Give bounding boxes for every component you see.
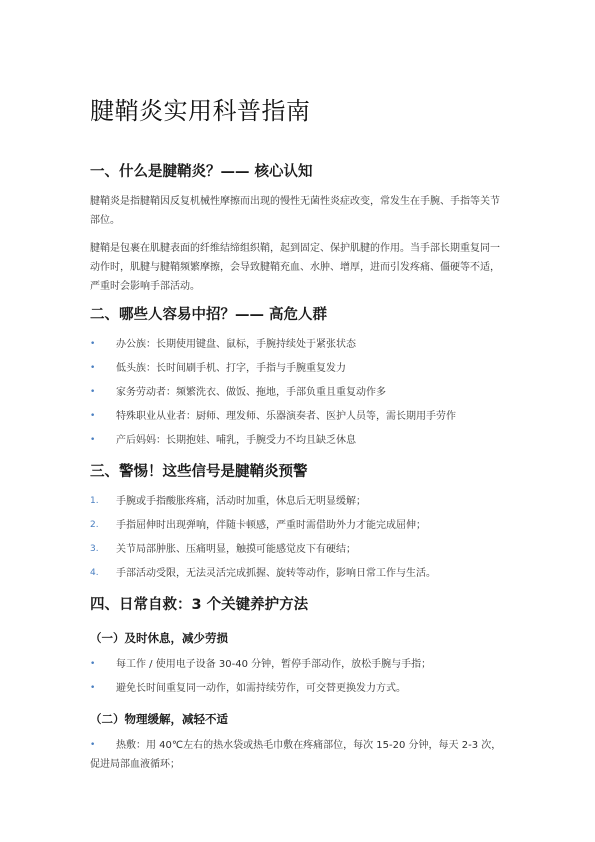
list-item: • 低头族：长时间刷手机、打字，手指与手腕重复发力 bbox=[90, 359, 507, 378]
list-number: 2. bbox=[90, 520, 99, 530]
subsection-heading: （一）及时休息，减少劳损 bbox=[90, 631, 228, 645]
bullet-list bbox=[90, 655, 507, 698]
subsection-heading: （二）物理缓解，减轻不适 bbox=[90, 712, 228, 726]
list-number: 1. bbox=[90, 496, 99, 506]
section-self-care bbox=[90, 595, 507, 774]
bullet-icon: • bbox=[90, 659, 96, 669]
list-item: • 产后妈妈：长期抱娃、哺乳，手腕受力不均且缺乏休息 bbox=[90, 431, 507, 450]
section-heading: 四、日常自救：3 个关键养护方法 bbox=[90, 597, 309, 613]
list-number: 4. bbox=[90, 568, 99, 578]
section-heading: 一、什么是腱鞘炎？—— 核心认知 bbox=[90, 164, 313, 180]
bullet-list bbox=[90, 736, 507, 774]
list-number: 3. bbox=[90, 544, 99, 554]
list-item: • 每工作 / 使用电子设备 30-40 分钟，暂停手部动作，放松手腕与手指； bbox=[90, 655, 507, 674]
section-what-is bbox=[90, 162, 507, 296]
list-item: • 避免长时间重复同一动作，如需持续劳作，可交替更换发力方式。 bbox=[90, 679, 507, 698]
bullet-icon: • bbox=[90, 387, 96, 397]
section-heading: 三、警惕！这些信号是腱鞘炎预警 bbox=[90, 464, 308, 480]
bullet-icon: • bbox=[90, 339, 96, 349]
list-item: • 特殊职业从业者：厨师、理发师、乐器演奏者、医护人员等，需长期用手劳作 bbox=[90, 407, 507, 426]
list-item: • 热敷：用 40℃左右的热水袋或热毛巾敷在疼痛部位，每次 15-20 分钟，每天 2-3 次，促进局部血液循环； bbox=[90, 736, 507, 774]
bullet-icon: • bbox=[90, 411, 96, 421]
bullet-icon: • bbox=[90, 683, 96, 693]
numbered-list bbox=[90, 492, 507, 583]
bullet-icon: • bbox=[90, 363, 96, 373]
bullet-icon: • bbox=[90, 740, 96, 750]
section-heading: 二、哪些人容易中招？—— 高危人群 bbox=[90, 307, 328, 323]
list-item: 3. 关节局部肿胀、压痛明显，触摸可能感觉皮下有硬结； bbox=[90, 540, 507, 559]
list-item: 4. 手部活动受限，无法灵活完成抓握、旋转等动作，影响日常工作与生活。 bbox=[90, 564, 507, 583]
bullet-list bbox=[90, 335, 507, 450]
list-item: 2. 手指屈伸时出现弹响，伴随卡顿感，严重时需借助外力才能完成屈伸； bbox=[90, 516, 507, 535]
document-title: 腱鞘炎实用科普指南 bbox=[90, 97, 311, 125]
list-item: • 家务劳动者：频繁洗衣、做饭、拖地，手部负重且重复动作多 bbox=[90, 383, 507, 402]
paragraph: 腱鞘是包裹在肌腱表面的纤维结缔组织鞘，起到固定、保护肌腱的作用。当手部长期重复同一动作时，肌腱与腱鞘频繁摩擦，会导致腱鞘充血、水肿、增厚，进而引发疼痛、僵硬等不适，严重时会影响手部活动。 bbox=[90, 243, 500, 292]
section-warning-signs bbox=[90, 462, 507, 583]
list-item: • 办公族：长期使用键盘、鼠标，手腕持续处于紧张状态 bbox=[90, 335, 507, 354]
section-risk-groups bbox=[90, 305, 507, 450]
list-item: 1. 手腕或手指酸胀疼痛，活动时加重，休息后无明显缓解； bbox=[90, 492, 507, 511]
paragraph: 腱鞘炎是指腱鞘因反复机械性摩擦而出现的慢性无菌性炎症改变，常发生在手腕、手指等关节部位。 bbox=[90, 196, 500, 226]
bullet-icon: • bbox=[90, 435, 96, 445]
